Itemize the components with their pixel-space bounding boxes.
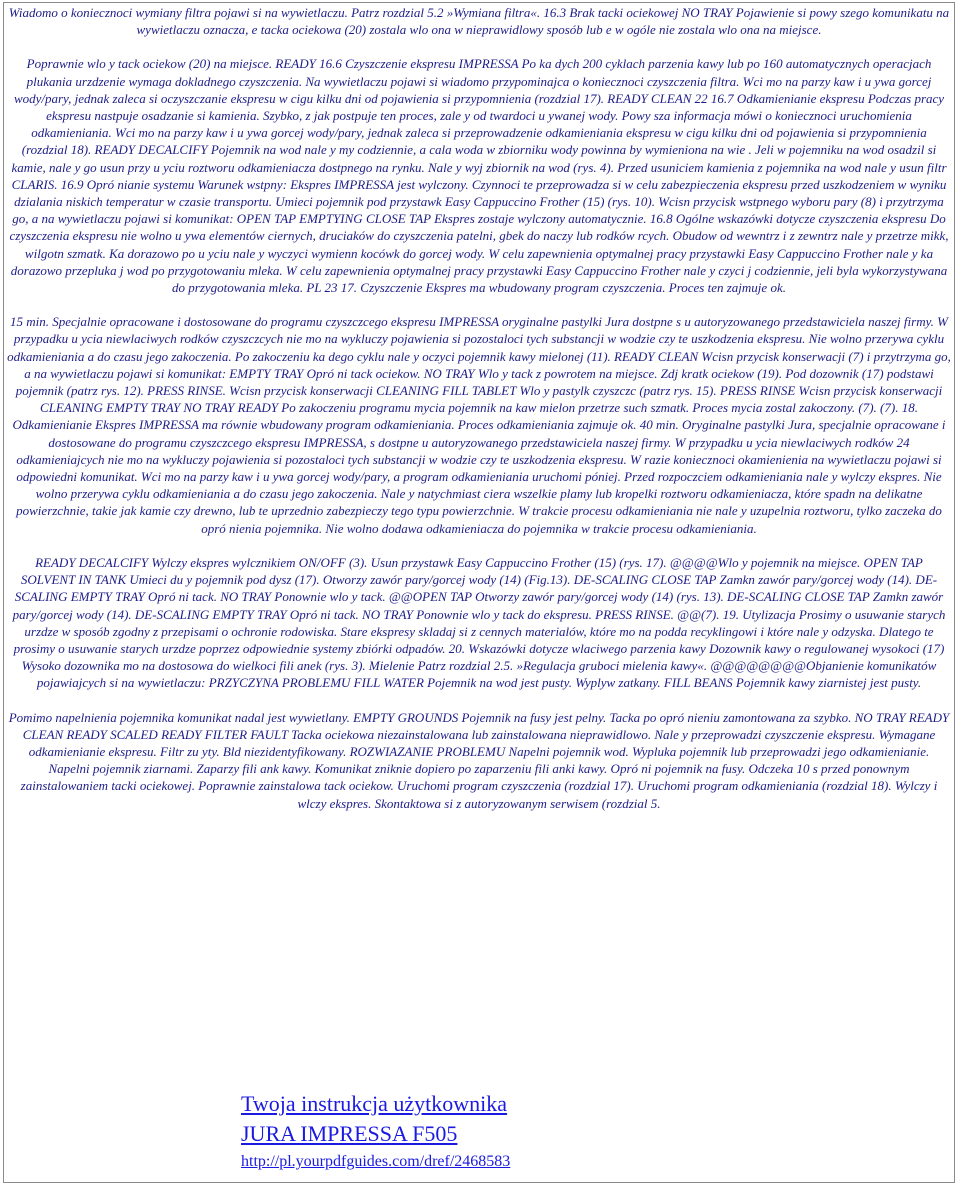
paragraph-5: Pomimo napelnienia pojemnika komunikat nadal jest wywietlany. EMPTY GROUNDS Pojemnik na fusy jest pelny. Tacka po opró nieniu zamontowana za szybko. NO TRAY READY CLEAN READY SCALED READY FILTER FAULT Tacka ociekowa niezainstalowana lub zainstalowana nieprawidlowo. Nale y przeprowadzi czyszczenie ekspresu. Wymagane odkamienianie ekspresu. Filtr zu yty. Bld niezidentyfikowany. ROZWIAZANIE PROBLEMU Napelni pojemnik wod. Wypluka pojemnik lub przeprowadzi jego odkamienianie. Napelni pojemnik ziarnami. Zaparzy fili ank kawy. Komunikat zniknie dopiero po zaparzeniu fili anki kawy. Opró ni pojemnik na fusy. Odczeka 10 s przed ponownym zainstalowaniem tacki ociekowej. Poprawnie zainstalowa tack ociekow. Uruchomi program czyszczenia (rozdzial 17). Uruchomi program odkamieniania (rozdzial 18). Wylczy i wlczy ekspres. Skontaktowa si z autoryzowanym serwisem (rozdzial 5. — [8, 709, 950, 811]
document-page — [3, 2, 955, 1183]
paragraph-gap — [7, 537, 951, 554]
footer-links — [241, 1088, 801, 1174]
paragraph-gap — [7, 692, 951, 709]
paragraph-gap — [7, 296, 951, 313]
download-url-link[interactable]: http://pl.yourpdfguides.com/dref/2468583 — [241, 1153, 511, 1170]
paragraph-gap — [7, 38, 951, 55]
paragraph-4: READY DECALCIFY Wylczy ekspres wylcznikiem ON/OFF (3). Usun przystawk Easy Cappuccino Frother (15) (rys. 17). @@@@Wlo y pojemnik na miejsce. OPEN TAP SOLVENT IN TANK Umieci du y pojemnik pod dysz (17). Otworzy zawór pary/gorcej wody (14) (Fig.13). DE-SCALING CLOSE TAP Zamkn zawór pary/gorcej wody (14). DE-SCALING EMPTY TRAY Opró ni tack. NO TRAY Ponownie wlo y tack. @@OPEN TAP Otworzy zawór pary/gorcej wody (14) (rys. 13). DE-SCALING CLOSE TAP Zamkn zawór pary/gorcej wody (14). DE-SCALING EMPTY TRAY Opró ni tack. NO TRAY Ponownie wlo y tack do ekspresu. PRESS RINSE. @@(7). 19. Utylizacja Prosimy o usuwanie starych urzdze w sposób zgodny z przepisami o ochronie rodowiska. Stare ekspresy skladaj si z cennych materialów, które mo na podda recyklingowi i które nale y odzyska. Dlatego te prosimy o usuwanie starych urzdze poprzez odpowiednie systemy zbiórki odpadów. 20. Wskazówki dotycze wlaciwego parzenia kawy Dozownik kawy o regulowanej wysokoci (17) Wysoko dozownika mo na dostosowa do wielkoci fili anek (rys. 3). Mielenie Patrz rozdzial 2.5. »Regulacja gruboci mielenia kawy«. @@@@@@@@Objanienie komunikatów pojawiajcych si na wywietlaczu: PRZYCZYNA PROBLEMU FILL WATER Pojemnik na wod jest pusty. Wyplyw zatkany. FILL BEANS Pojemnik kawy ziarnistej jest pusty. — [12, 554, 946, 691]
model-name-link[interactable]: JURA IMPRESSA F505 — [241, 1121, 458, 1146]
paragraph-1: Wiadomo o koniecznoci wymiany filtra pojawi si na wywietlaczu. Patrz rozdzial 5.2 »Wymiana filtra«. 16.3 Brak tacki ociekowej NO TRAY Pojawienie si powy szego komunikatu na wywietlaczu oznacza, e tacka ociekowa (20) zostala wlo ona w nieprawidlowy sposób lub e w ogóle nie zostala wlo ona na miejsce. — [8, 5, 950, 38]
paragraph-2: Poprawnie wlo y tack ociekow (20) na miejsce. READY 16.6 Czyszczenie ekspresu IMPRESSA Po ka dych 200 cyklach parzenia kawy lub po 160 automatycznych operacjach plukania urzdzenie wymaga dokladnego czyszczenia. Na wywietlaczu pojawi si wiadomo przypominajca o koniecznoci czyszczenia filtra. Wci mo na parzy kaw i u ywa gorcej wody/pary, jednak zaleca si oczyszczanie ekspresu w cigu kilku dni od pojawienia si przypomnienia (rozdzial 17). READY CLEAN 22 16.7 Odkamienianie ekspresu Podczas pracy ekspresu nastpuje osadzanie si kamienia. Szybko, z jak postpuje ten proces, zale y od twardoci u ywanej wody. Powy sza informacja mówi o koniecznoci uruchomienia odkamieniania. Wci mo na parzy kaw i u ywa gorcej wody/pary, jednak zaleca si przeprowadzenie odkamieniania ekspresu w cigu kilku dni od pojawienia si przypomnienia (rozdzial 18). READY DECALCIFY Pojemnik na wod nale y my codziennie, a cala woda w zbiorniku wody powinna by wymieniona na wie . Jeli w pojemniku na wod osadzil si kamie, nale y go usun przy u yciu roztworu odkamieniacza dostpnego na rynku. Nale y wyj zbiornik na wod (rys. 4). Przed usuniciem kamienia z pojemnika na wod nale y usun filtr CLARIS. 16.9 Opró nianie systemu Warunek wstpny: Ekspres IMPRESSA jest wylczony. Czynnoci te przeprowadza si w celu zabezpieczenia ekspresu przed uszkodzeniem w wyniku dzialania niskich temperatur w czasie transportu. Umieci pojemnik pod przystawk Easy Cappuccino Frother (15) (rys. 10). Wcisn przycisk wstpnego wyboru pary (8) i przytrzyma go, a na wywietlaczu pojawi si komunikat: OPEN TAP EMPTYING CLOSE TAP Ekspres zostaje wylczony automatycznie. 16.8 Ogólne wskazówki dotycze czyszczenia ekspresu Do czyszczenia ekspresu nie wolno u ywa elementów ciernych, druciaków do czyszczenia patelni, gbek do naczy lub rodków rcych. Obudow od wewntrz i z zewntrz nale y przetrze mikk, wilgotn szmatk. Ka dorazowo po u yciu nale y wyczyci wymienn kocówk do gorcej wody. W celu zapewnienia optymalnej pracy przystawki Easy Cappuccino Frother nale y ka dorazowo przepluka j wod po przygotowaniu mleka. W celu zapewnienia optymalnej pracy przystawki Easy Cappuccino Frother nale y czyci j codziennie, jeli byla wykorzystywana do przygotowania mleka. PL 23 17. Czyszczenie Ekspres ma wbudowany program czyszczenia. Proces ten zajmuje ok. — [9, 56, 949, 296]
paragraph-3: 15 min. Specjalnie opracowane i dostosowane do programu czyszczcego ekspresu IMPRESSA oryginalne pastylki Jura dostpne s u autoryzowanego przedstawiciela naszej firmy. W przypadku u ycia niewlaciwych rodków czyszczcych nie mo na wykluczy pojawienia si pozostaloci tych substancji w wodzie czy te uszkodzenia ekspresu. Nie wolno przerywa cyklu odkamieniania a do czasu jego zakoczenia. Po zakoczeniu ka dego cyklu nale y oczyci pojemnik kawy mielonej (11). READY CLEAN Wcisn przycisk konserwacji (7) i przytrzyma go, a na wywietlaczu pojawi si komunikat: EMPTY TRAY Opró ni tack ociekow. NO TRAY Wlo y tack z powrotem na miejsce. Zdj kratk ociekow (19). Pod dozownik (17) podstawi pojemnik (patrz rys. 12). PRESS RINSE. Wcisn przycisk konserwacji CLEANING FILL TABLET Wlo y pastylk czyszczc (patrz rys. 15). PRESS RINSE Wcisn przycisk konserwacji CLEANING EMPTY TRAY NO TRAY READY Po zakoczeniu programu mycia pojemnik na kaw mielon przetrze such szmatk. Proces mycia zostal zakoczony. (7). (7). 18. Odkamienianie Ekspres IMPRESSA ma równie wbudowany program odkamieniania. Proces odkamieniania zajmuje ok. 40 min. Oryginalne pastylki Jura, specjalnie opracowane i dostosowane do programu czyszczcego ekspresu IMPRESSA, s dostpne u autoryzowanego przedstawiciela naszej firmy. W przypadku u ycia niewlaciwych rodków 24 odkamieniajcych nie mo na wykluczy pojawienia si pozostaloci tych substancji w wodzie czy te uszkodzenia ekspresu. W razie koniecznoci okamienienia na wywietlaczu pojawi si odpowiedni komunikat. Wci mo na parzy kaw i u ywa gorcej wody/pary, a program odkamieniania uruchomi póniej. Przed rozpoczciem odkamieniania nale y wylczy ekspres. Nie wolno przerywa cyklu odkamieniania a do czasu jego zakoczenia. Nale y natychmiast ciera wszelkie plamy lub kropelki roztworu odkamieniacza, które spadn na delikatne powierzchnie, takie jak kamie czy drewno, lub te uprzednio zabezpieczy tego typu powierzchnie. W trakcie procesu odkamieniania nie nale y uzupelnia roztworu, tylko zaczeka do opró nienia pojemnika. Nie wolno dodawa odkamieniacza do pojemnika w trakcie procesu odkamieniania. — [7, 314, 951, 536]
manual-title-link[interactable]: Twoja instrukcja użytkownika — [241, 1091, 508, 1116]
